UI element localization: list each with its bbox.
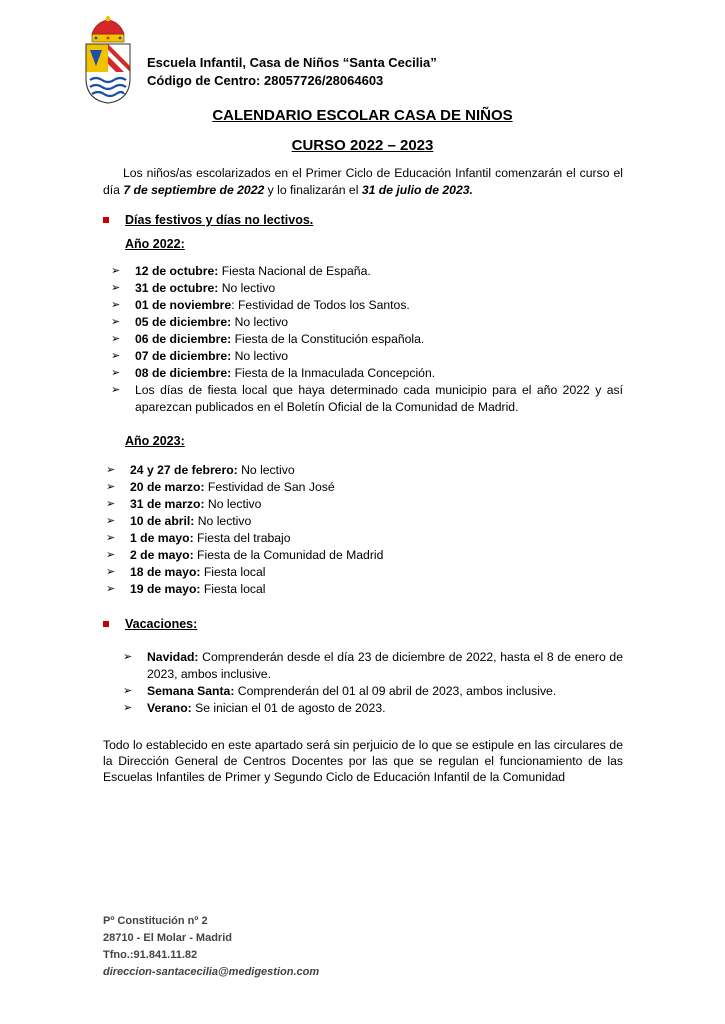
arrowhead-bullet-icon: ➢ <box>111 350 121 362</box>
arrowhead-bullet-icon: ➢ <box>106 481 116 493</box>
list-item <box>106 479 623 496</box>
footer-contact <box>103 913 319 981</box>
item-date: 20 de marzo: <box>130 480 205 494</box>
list-item <box>106 530 623 547</box>
intro-text-2: y lo finalizarán el <box>264 183 362 197</box>
list-item <box>106 547 623 564</box>
arrowhead-bullet-icon: ➢ <box>111 333 121 345</box>
list-item <box>111 297 623 314</box>
item-date: 31 de octubre: <box>135 281 219 295</box>
holidays-2023-list <box>106 462 623 598</box>
item-text: Se inician el 01 de agosto de 2023. <box>191 701 386 715</box>
coat-of-arms-icon <box>82 16 134 104</box>
list-item <box>111 314 623 331</box>
holidays-section-heading <box>103 213 313 227</box>
vacations-section-label: Vacaciones: <box>125 617 198 631</box>
intro-paragraph <box>103 165 623 199</box>
item-date: Semana Santa: <box>147 684 235 698</box>
item-text: No lectivo <box>194 514 252 528</box>
item-text: No lectivo <box>231 349 289 363</box>
arrowhead-bullet-icon: ➢ <box>106 515 116 527</box>
item-text: No lectivo <box>204 497 262 511</box>
arrowhead-bullet-icon: ➢ <box>106 498 116 510</box>
item-date: 12 de octubre: <box>135 264 219 278</box>
center-code: Código de Centro: 28057726/28064603 <box>147 73 384 88</box>
item-text: Fiesta del trabajo <box>193 531 291 545</box>
footer-city: 28710 - El Molar - Madrid <box>103 932 232 944</box>
vacations-list <box>123 649 623 717</box>
footer-address: Pº Constitución nº 2 <box>103 915 208 927</box>
arrowhead-bullet-icon: ➢ <box>106 583 116 595</box>
holidays-section-label: Días festivos y días no lectivos. <box>125 213 314 227</box>
item-text: Fiesta de la Inmaculada Concepción. <box>231 366 436 380</box>
arrowhead-bullet-icon: ➢ <box>106 464 116 476</box>
item-date: 10 de abril: <box>130 514 195 528</box>
course-title: CURSO 2022 – 2023 <box>291 137 434 154</box>
list-item <box>106 564 623 581</box>
item-text: No lectivo <box>218 281 276 295</box>
intro-text-1: Los niños/as escolarizados en el Primer Ciclo de Educación Infantil comenzarán el curso el día <box>103 166 623 197</box>
school-name: Escuela Infantil, Casa de Niños “Santa Cecilia” <box>147 55 437 70</box>
arrowhead-bullet-icon: ➢ <box>106 532 116 544</box>
list-item <box>123 649 623 683</box>
list-item <box>106 496 623 513</box>
red-square-bullet-icon <box>103 621 109 627</box>
item-date: 31 de marzo: <box>130 497 205 511</box>
item-date: 05 de diciembre: <box>135 315 232 329</box>
item-text: Comprenderán del 01 al 09 abril de 2023, ambos inclusive. <box>234 684 557 698</box>
arrowhead-bullet-icon: ➢ <box>111 299 121 311</box>
footer-email: direccion-santacecilia@medigestion.com <box>103 966 320 978</box>
item-date: Verano: <box>147 701 192 715</box>
item-text: Fiesta local <box>200 565 266 579</box>
item-date: 08 de diciembre: <box>135 366 232 380</box>
item-text: Fiesta de la Comunidad de Madrid <box>193 548 384 562</box>
footer-phone: Tfno.:91.841.11.82 <box>103 949 198 961</box>
item-text: Fiesta Nacional de España. <box>218 264 371 278</box>
item-text: Festividad de San José <box>204 480 335 494</box>
document-title: CALENDARIO ESCOLAR CASA DE NIÑOS <box>212 107 513 124</box>
vacations-section-heading <box>103 617 197 631</box>
holidays-2022-list <box>111 263 623 416</box>
year-2023-label: Año 2023: <box>125 434 185 448</box>
item-date: 1 de mayo: <box>130 531 194 545</box>
list-item <box>106 513 623 530</box>
item-text: Fiesta local <box>200 582 266 596</box>
list-item <box>106 581 623 598</box>
item-date: 01 de noviembre <box>135 298 232 312</box>
list-item <box>123 700 623 717</box>
item-date: 06 de diciembre: <box>135 332 232 346</box>
item-date: 24 y 27 de febrero: <box>130 463 238 477</box>
closing-paragraph: Todo lo establecido en este apartado será sin perjuicio de lo que se estipule en las circulares de la Dirección General de Centros Docentes por las que se regulan el funcionamiento de las Escuelas Infantiles de Primer y Segundo Ciclo de Educación Infantil de la Comunidad <box>103 738 623 784</box>
list-item <box>111 263 623 280</box>
item-text: No lectivo <box>237 463 295 477</box>
list-item <box>111 365 623 382</box>
arrowhead-bullet-icon: ➢ <box>123 651 133 663</box>
item-date: 18 de mayo: <box>130 565 201 579</box>
year-2022-label: Año 2022: <box>125 237 185 251</box>
arrowhead-bullet-icon: ➢ <box>106 549 116 561</box>
list-item <box>111 382 623 416</box>
list-item <box>111 348 623 365</box>
list-item <box>111 280 623 297</box>
item-date: 07 de diciembre: <box>135 349 232 363</box>
red-square-bullet-icon <box>103 217 109 223</box>
arrowhead-bullet-icon: ➢ <box>111 265 121 277</box>
arrowhead-bullet-icon: ➢ <box>111 384 121 396</box>
arrowhead-bullet-icon: ➢ <box>111 316 121 328</box>
item-text: Los días de fiesta local que haya determinado cada municipio para el año 2022 y así aparezcan publicados en el Boletín Oficial de la Comunidad de Madrid. <box>135 383 623 414</box>
arrowhead-bullet-icon: ➢ <box>111 282 121 294</box>
item-text: No lectivo <box>231 315 289 329</box>
item-date: Navidad: <box>147 650 199 664</box>
item-text: Comprenderán desde el día 23 de diciembre de 2022, hasta el 8 de enero de 2023, ambos inclusive. <box>147 650 623 681</box>
school-header <box>147 54 437 90</box>
item-date: 19 de mayo: <box>130 582 201 596</box>
intro-start-date: 7 de septiembre de 2022 <box>123 183 265 197</box>
arrowhead-bullet-icon: ➢ <box>123 702 133 714</box>
intro-end-date: 31 de julio de 2023. <box>361 183 473 197</box>
arrowhead-bullet-icon: ➢ <box>123 685 133 697</box>
arrowhead-bullet-icon: ➢ <box>106 566 116 578</box>
arrowhead-bullet-icon: ➢ <box>111 367 121 379</box>
item-text: Fiesta de la Constitución española. <box>231 332 425 346</box>
list-item <box>106 462 623 479</box>
list-item <box>123 683 623 700</box>
list-item <box>111 331 623 348</box>
item-date: 2 de mayo: <box>130 548 194 562</box>
item-text: : Festividad de Todos los Santos. <box>231 298 410 312</box>
